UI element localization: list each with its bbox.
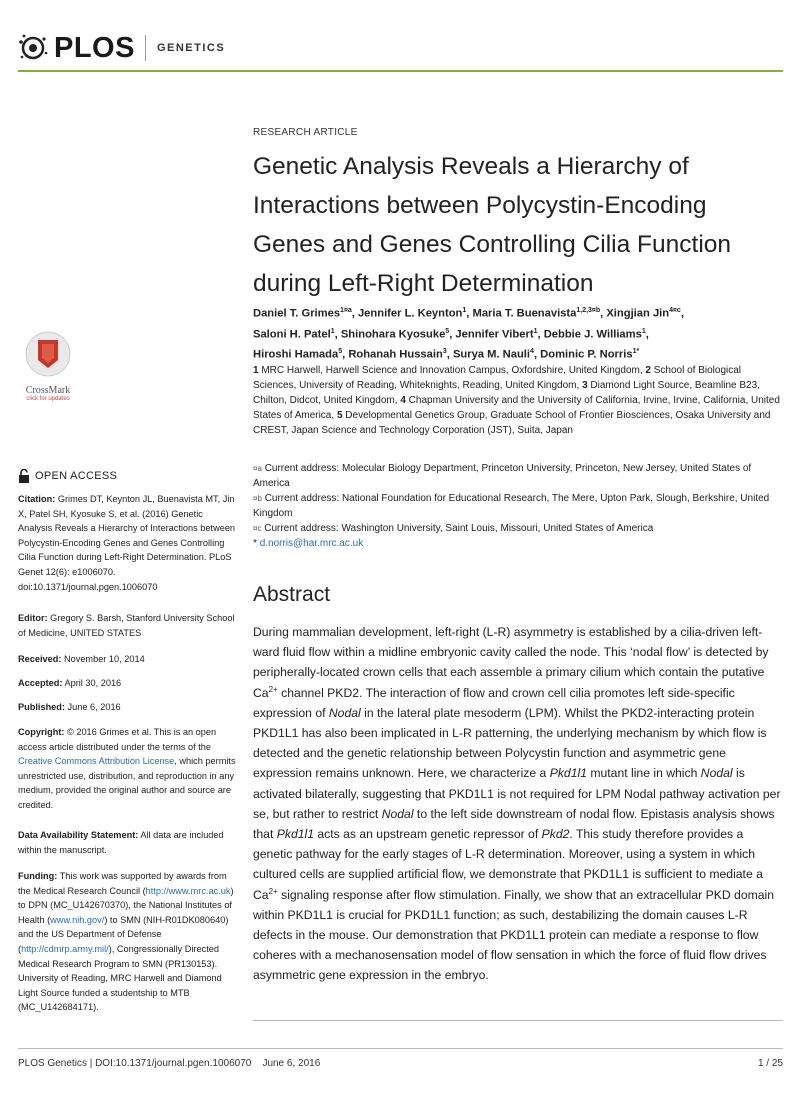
current-address: ¤a Current address: Molecular Biology Department, Princeton University, Princeton, New Jersey, United States of America <box>253 463 752 489</box>
data-availability-label: Data Availability Statement: <box>18 830 139 840</box>
footer-rule <box>18 1048 783 1049</box>
copyright-label: Copyright: <box>18 727 65 737</box>
affil-num: 4 <box>400 395 406 406</box>
author-name[interactable]: Jennifer Vibert <box>455 328 534 341</box>
accepted-date: April 30, 2016 <box>64 678 122 688</box>
current-address: ¤c Current address: Washington University, Saint Louis, Missouri, United States of America <box>253 523 654 534</box>
page-number: 1 / 25 <box>757 1058 783 1069</box>
title-line: Genetic Analysis Reveals a Hierarchy of <box>253 153 689 180</box>
plos-logo-icon <box>18 33 48 63</box>
accepted-label: Accepted: <box>18 678 63 688</box>
author-name[interactable]: Hiroshi Hamada <box>253 349 339 362</box>
author-name[interactable]: Maria T. Buenavista <box>472 307 577 320</box>
article-title <box>253 147 783 303</box>
author-sup: 1 <box>330 327 335 335</box>
author-sup: 1¤a <box>340 307 352 314</box>
current-address: ¤b Current address: National Foundation for Educational Research, The Mere, Upton Park, Slough, Berkshire, United Kingdom <box>253 493 770 519</box>
author-sup: 4¤c <box>669 307 681 314</box>
nih-link[interactable]: www.nih.gov/ <box>50 914 105 925</box>
crossmark-icon <box>24 330 72 378</box>
author-name[interactable]: Debbie J. Williams <box>543 328 642 341</box>
author-sup: 5 <box>338 348 343 356</box>
author-name[interactable]: Daniel T. Grimes <box>253 307 341 320</box>
editor-text: Gregory S. Barsh, Stanford University School of Medicine, UNITED STATES <box>18 613 235 638</box>
journal-logo[interactable] <box>18 30 225 66</box>
published <box>18 700 238 715</box>
affil-text: School of Biological Sciences, University of Reading, Whiteknights, Reading, United Kingdom, <box>253 365 742 391</box>
author-sup: 1,2,3¤b <box>576 307 601 314</box>
logo-divider <box>145 35 146 61</box>
affil-num: 5 <box>336 410 343 421</box>
dod-link[interactable]: http://cdmrp.army.mil/ <box>21 943 109 954</box>
crossmark-badge[interactable] <box>18 330 78 402</box>
author-sup: 1 <box>462 307 467 314</box>
license-link[interactable]: Creative Commons Attribution License <box>18 756 175 767</box>
current-addresses <box>253 461 783 551</box>
footer-date: June 6, 2016 <box>262 1058 321 1069</box>
mrc-link[interactable]: http://www.mrc.ac.uk <box>145 885 231 896</box>
affil-num: 3 <box>582 380 588 391</box>
accepted <box>18 676 238 691</box>
published-label: Published: <box>18 702 65 712</box>
header-rule <box>18 70 783 72</box>
author-name[interactable]: Saloni H. Patel <box>253 328 331 341</box>
published-date: June 6, 2016 <box>67 702 121 712</box>
affil-text: Diamond Light Source, Beamline B23, Chilton, Didcot, United Kingdom, <box>253 380 760 406</box>
copyright <box>18 725 238 813</box>
open-lock-icon <box>18 469 30 483</box>
affil-text: Chapman University and the University of California, Irvine, Irvine, California, United States of America, <box>253 395 780 421</box>
article-type: RESEARCH ARTICLE <box>253 127 358 138</box>
funding-text: ) to DPN (MC_U142670370), the National Institutes of Health ( <box>18 885 234 925</box>
data-availability-text: All data are included within the manuscript. <box>18 830 224 855</box>
abstract-heading: Abstract <box>253 583 331 606</box>
affil-num: 2 <box>645 365 651 376</box>
corresponding-email: * d.norris@har.mrc.ac.uk <box>253 538 364 549</box>
citation-label: Citation: <box>18 494 56 504</box>
author-sup: 5 <box>445 327 450 335</box>
received-label: Received: <box>18 654 62 664</box>
affil-text: Developmental Genetics Group, Graduate School of Frontier Biosciences, Osaka University and CREST, Japan Science and Technology Corporation (JST), Suita, Japan <box>253 410 771 436</box>
author-sup: 4 <box>530 348 534 356</box>
title-line: Interactions between Polycystin-Encoding <box>253 192 707 219</box>
abstract-divider <box>253 1020 783 1021</box>
funding-label: Funding: <box>18 871 58 881</box>
author-name[interactable]: Xingjian Jin <box>606 307 670 320</box>
author-name[interactable]: Jennifer L. Keynton <box>357 307 463 320</box>
received <box>18 652 238 667</box>
open-access-label <box>18 469 238 484</box>
funding-text: ), Congressionally Directed Medical Research Program to SMN (PR130153). University of Reading, MRC Harwell and Diamond Light Source funded a studentship to MTB (MC_U142684171). <box>18 943 222 1013</box>
title-line: during Left-Right Determination <box>253 270 594 297</box>
editor-label: Editor: <box>18 613 48 623</box>
journal-name: GENETICS <box>156 42 226 54</box>
title-line: Genes and Genes Controlling Cilia Function <box>253 231 732 258</box>
author-name[interactable]: Shinohara Kyosuke <box>340 328 446 341</box>
affil-num: 1 <box>253 365 259 376</box>
copyright-text: © 2016 Grimes et al. This is an open access article distributed under the terms of the <box>18 727 217 752</box>
data-availability <box>18 828 238 857</box>
author-name[interactable]: Rohanah Hussain <box>348 349 443 362</box>
crossmark-label: CrossMark <box>25 385 71 396</box>
email-link[interactable]: d.norris@har.mrc.ac.uk <box>259 538 364 549</box>
author-sup: 1* <box>632 348 640 356</box>
author-name[interactable]: Dominic P. Norris <box>540 349 633 362</box>
author-sup: 3 <box>442 348 447 356</box>
received-date: November 10, 2014 <box>63 654 145 664</box>
crossmark-sub: click for updates <box>26 396 70 402</box>
citation <box>18 492 238 594</box>
editor <box>18 611 238 640</box>
abstract-text: During mammalian development, left-right (L-R) asymmetry is established by a cilia-driven left-ward fluid flow within a midline embryonic cavity called the node. This ‘nodal flow’ is detected by peripherally-located crown cells that each assemble a primary cilium which contain the putative $Ca^{2+}$ channel PKD2. The interaction of flow and crown cell cilia promotes left side-specific expression of Nodal in the lateral plate mesoderm (LPM). Whilst the PKD2-interacting protein PKD1L1 has also been implicated in L-R patterning, the underlying mechanism by which flow is detected and the genetic relationship between Polycystin function and asymmetric gene expression remains unknown. Here, we characterize a Pkd1l1 mutant line in which Nodal is activated bilaterally, suggesting that PKD1L1 is not required for LPM Nodal pathway activation per se, but rather to restrict Nodal to the left side downstream of nodal flow. Epistasis analysis shows that Pkd1l1 acts as an upstream genetic repressor of Pkd2. This study therefore provides a genetic pathway for the early stages of L-R determination. Moreover, using a system in which cultured cells are supplied artificial flow, we demonstrate that PKD1L1 is sufficient to mediate a $Ca^{2+}$ signaling response after flow stimulation. Finally, we show that an extracellular PKD domain within PKD1L1 is crucial for PKD1L1 function; as such, destabilizing the domain causes L-R defects in the mouse. Our demonstration that PKD1L1 protein can mediate a response to flow coheres with a mechanosensation model of flow sensation in which the force of fluid flow drives asymmetric gene expression in the embryo. <box>253 625 781 983</box>
funding <box>18 869 238 1015</box>
author-list: Daniel T. Grimes$^{1¤a}$, Jennifer L. Keynton$^1$, Maria T. Buenavista$^{1,2,3¤b}$, Xingjian Jin$^{4¤c}$, Saloni H. Patel$^1$, Shinohara Kyosuke$^5$, Jennifer Vibert$^1$, Debbie J. Williams$^1$, Hiroshi Hamada$^5$, Rohanah Hussain$^3$, Surya M. Nauli$^4$, Dominic P. Norris$^{1*}$ <box>253 307 684 362</box>
funding-text: This work was supported by awards from the Medical Research Council ( <box>18 871 227 896</box>
logo-wordmark: PLOS <box>54 31 135 64</box>
author-name[interactable]: Surya M. Nauli <box>452 349 531 362</box>
footer-doi: PLOS Genetics | DOI:10.1371/journal.pgen.1006070 <box>18 1058 252 1069</box>
footer-citation <box>18 1058 320 1069</box>
affiliations <box>253 363 783 438</box>
affil-text: MRC Harwell, Harwell Science and Innovation Campus, Oxfordshire, United Kingdom, <box>261 365 643 376</box>
author-sup: 1 <box>641 327 646 335</box>
copyright-text-end: , which permits unrestricted use, distribution, and reproduction in any medium, provided the original author and source are credited. <box>18 756 236 810</box>
open-access-text: OPEN ACCESS <box>35 470 118 482</box>
author-sup: 1 <box>533 327 538 335</box>
funding-text: ) to SMN (NIH-R01DK080640) and the US Department of Defense ( <box>18 914 229 954</box>
citation-text: Grimes DT, Keynton JL, Buenavista MT, Jin X, Patel SH, Kyosuke S, et al. (2016) Genetic Analysis Reveals a Hierarchy of Interactions between Polycystin-Encoding Genes and Genes Controlling Cilia Function during Left-Right Determination. PLoS Genet 12(6): e1006070. doi:10.1371/journal.pgen.1006070 <box>18 494 236 592</box>
